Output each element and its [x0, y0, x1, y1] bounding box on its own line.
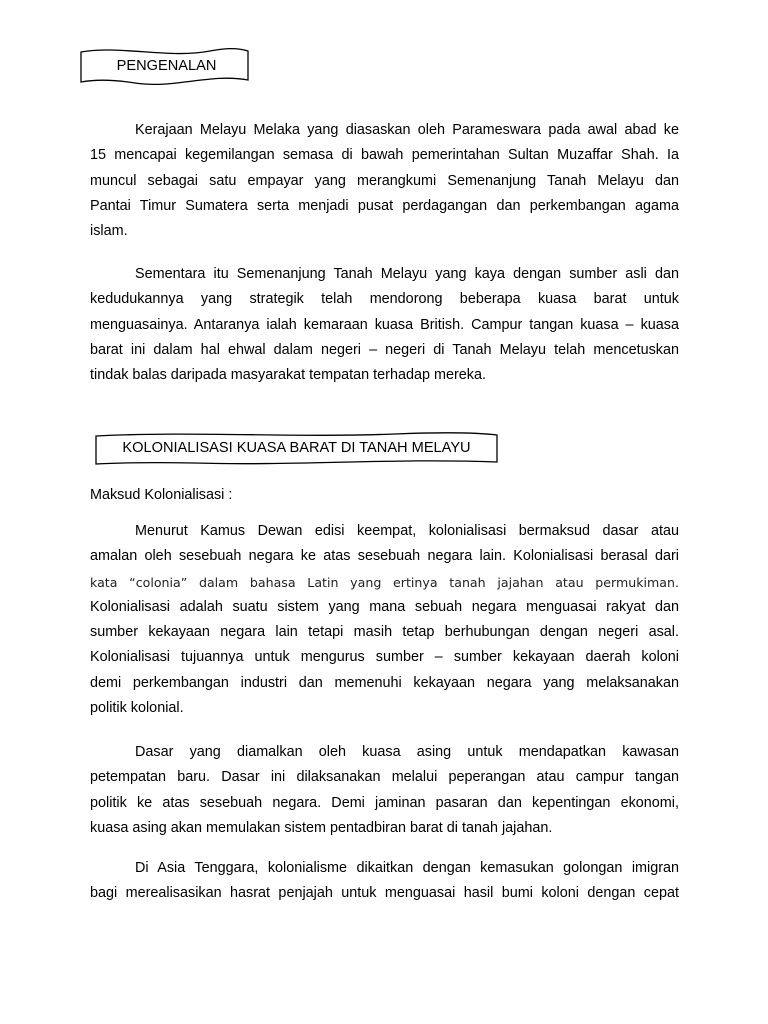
text-line: 15 mencapai kegemilangan semasa di bawah pemerintahan Sultan Muzaffar Shah. Ia: [90, 147, 679, 164]
text-line: demi perkembangan industri dan memenuhi kekayaan negara yang melaksanakan: [90, 674, 679, 691]
section-heading-banner: [80, 47, 249, 87]
text-line: Kolonialisasi adalah suatu sistem yang mana sebuah negara menguasai rakyat dan: [90, 598, 679, 615]
text-line: kata “colonia” dalam bahasa Latin yang ertinya tanah jajahan atau permukiman.: [90, 574, 679, 590]
text-line: muncul sebagai satu empayar yang merangkumi Semenanjung Tanah Melayu dan: [90, 172, 679, 189]
text-line: islam.: [90, 223, 128, 240]
text-line: kedudukannya yang strategik telah mendorong beberapa kuasa barat untuk: [90, 291, 679, 308]
paragraph-intro-1: [90, 118, 679, 244]
text-line: kuasa asing akan memulakan sistem pentadbiran barat di tanah jajahan.: [90, 819, 553, 836]
text-line: tindak balas daripada masyarakat tempatan terhadap mereka.: [90, 367, 486, 384]
paragraph-southeast-asia: [90, 856, 679, 907]
paragraph-definition: [90, 519, 679, 721]
text-line: Sementara itu Semenanjung Tanah Melayu yang kaya dengan sumber asli dan: [135, 266, 679, 282]
text-line: politik kolonial.: [90, 700, 184, 717]
text-line: Di Asia Tenggara, kolonialisme dikaitkan dengan kemasukan golongan imigran: [135, 860, 679, 876]
text-line: Dasar yang diamalkan oleh kuasa asing untuk mendapatkan kawasan: [135, 744, 679, 760]
paragraph-intro-2: [90, 262, 679, 388]
text-line: politik ke atas sesebuah negara. Demi jaminan pasaran dan kepentingan ekonomi,: [90, 794, 679, 811]
text-line: sumber kekayaan negara lain tetapi masih tetap berhubungan dengan negeri asal.: [90, 624, 679, 641]
section-heading: KOLONIALISASI KUASA BARAT DI TANAH MELAYU: [122, 440, 471, 456]
section-heading-banner: [95, 432, 498, 466]
text-line: Kolonialisasi tujuannya untuk mengurus sumber – sumber kekayaan daerah koloni: [90, 649, 679, 666]
definition-label: Maksud Kolonialisasi :: [90, 487, 233, 503]
text-line: Pantai Timur Sumatera serta menjadi pusat perdagangan dan perkembangan agama: [90, 197, 679, 214]
text-line: petempatan baru. Dasar ini dilaksanakan melalui peperangan atau campur tangan: [90, 769, 679, 786]
text-line: bagi merealisasikan hasrat penjajah untuk menguasai hasil bumi koloni dengan cepat: [90, 885, 679, 902]
text-line: amalan oleh sesebuah negara ke atas sesebuah negara lain. Kolonialisasi berasal dari: [90, 548, 679, 565]
section-heading: PENGENALAN: [116, 58, 217, 74]
text-line: Kerajaan Melayu Melaka yang diasaskan oleh Parameswara pada awal abad ke: [135, 122, 679, 138]
text-line: Menurut Kamus Dewan edisi keempat, kolonialisasi bermaksud dasar atau: [135, 523, 679, 539]
text-line: barat ini dalam hal ehwal dalam negeri – negeri di Tanah Melayu telah mencetuskan: [90, 341, 679, 358]
paragraph-policy: [90, 740, 679, 841]
text-line: menguasainya. Antaranya ialah kemaraan kuasa British. Campur tangan kuasa – kuasa: [90, 316, 679, 333]
